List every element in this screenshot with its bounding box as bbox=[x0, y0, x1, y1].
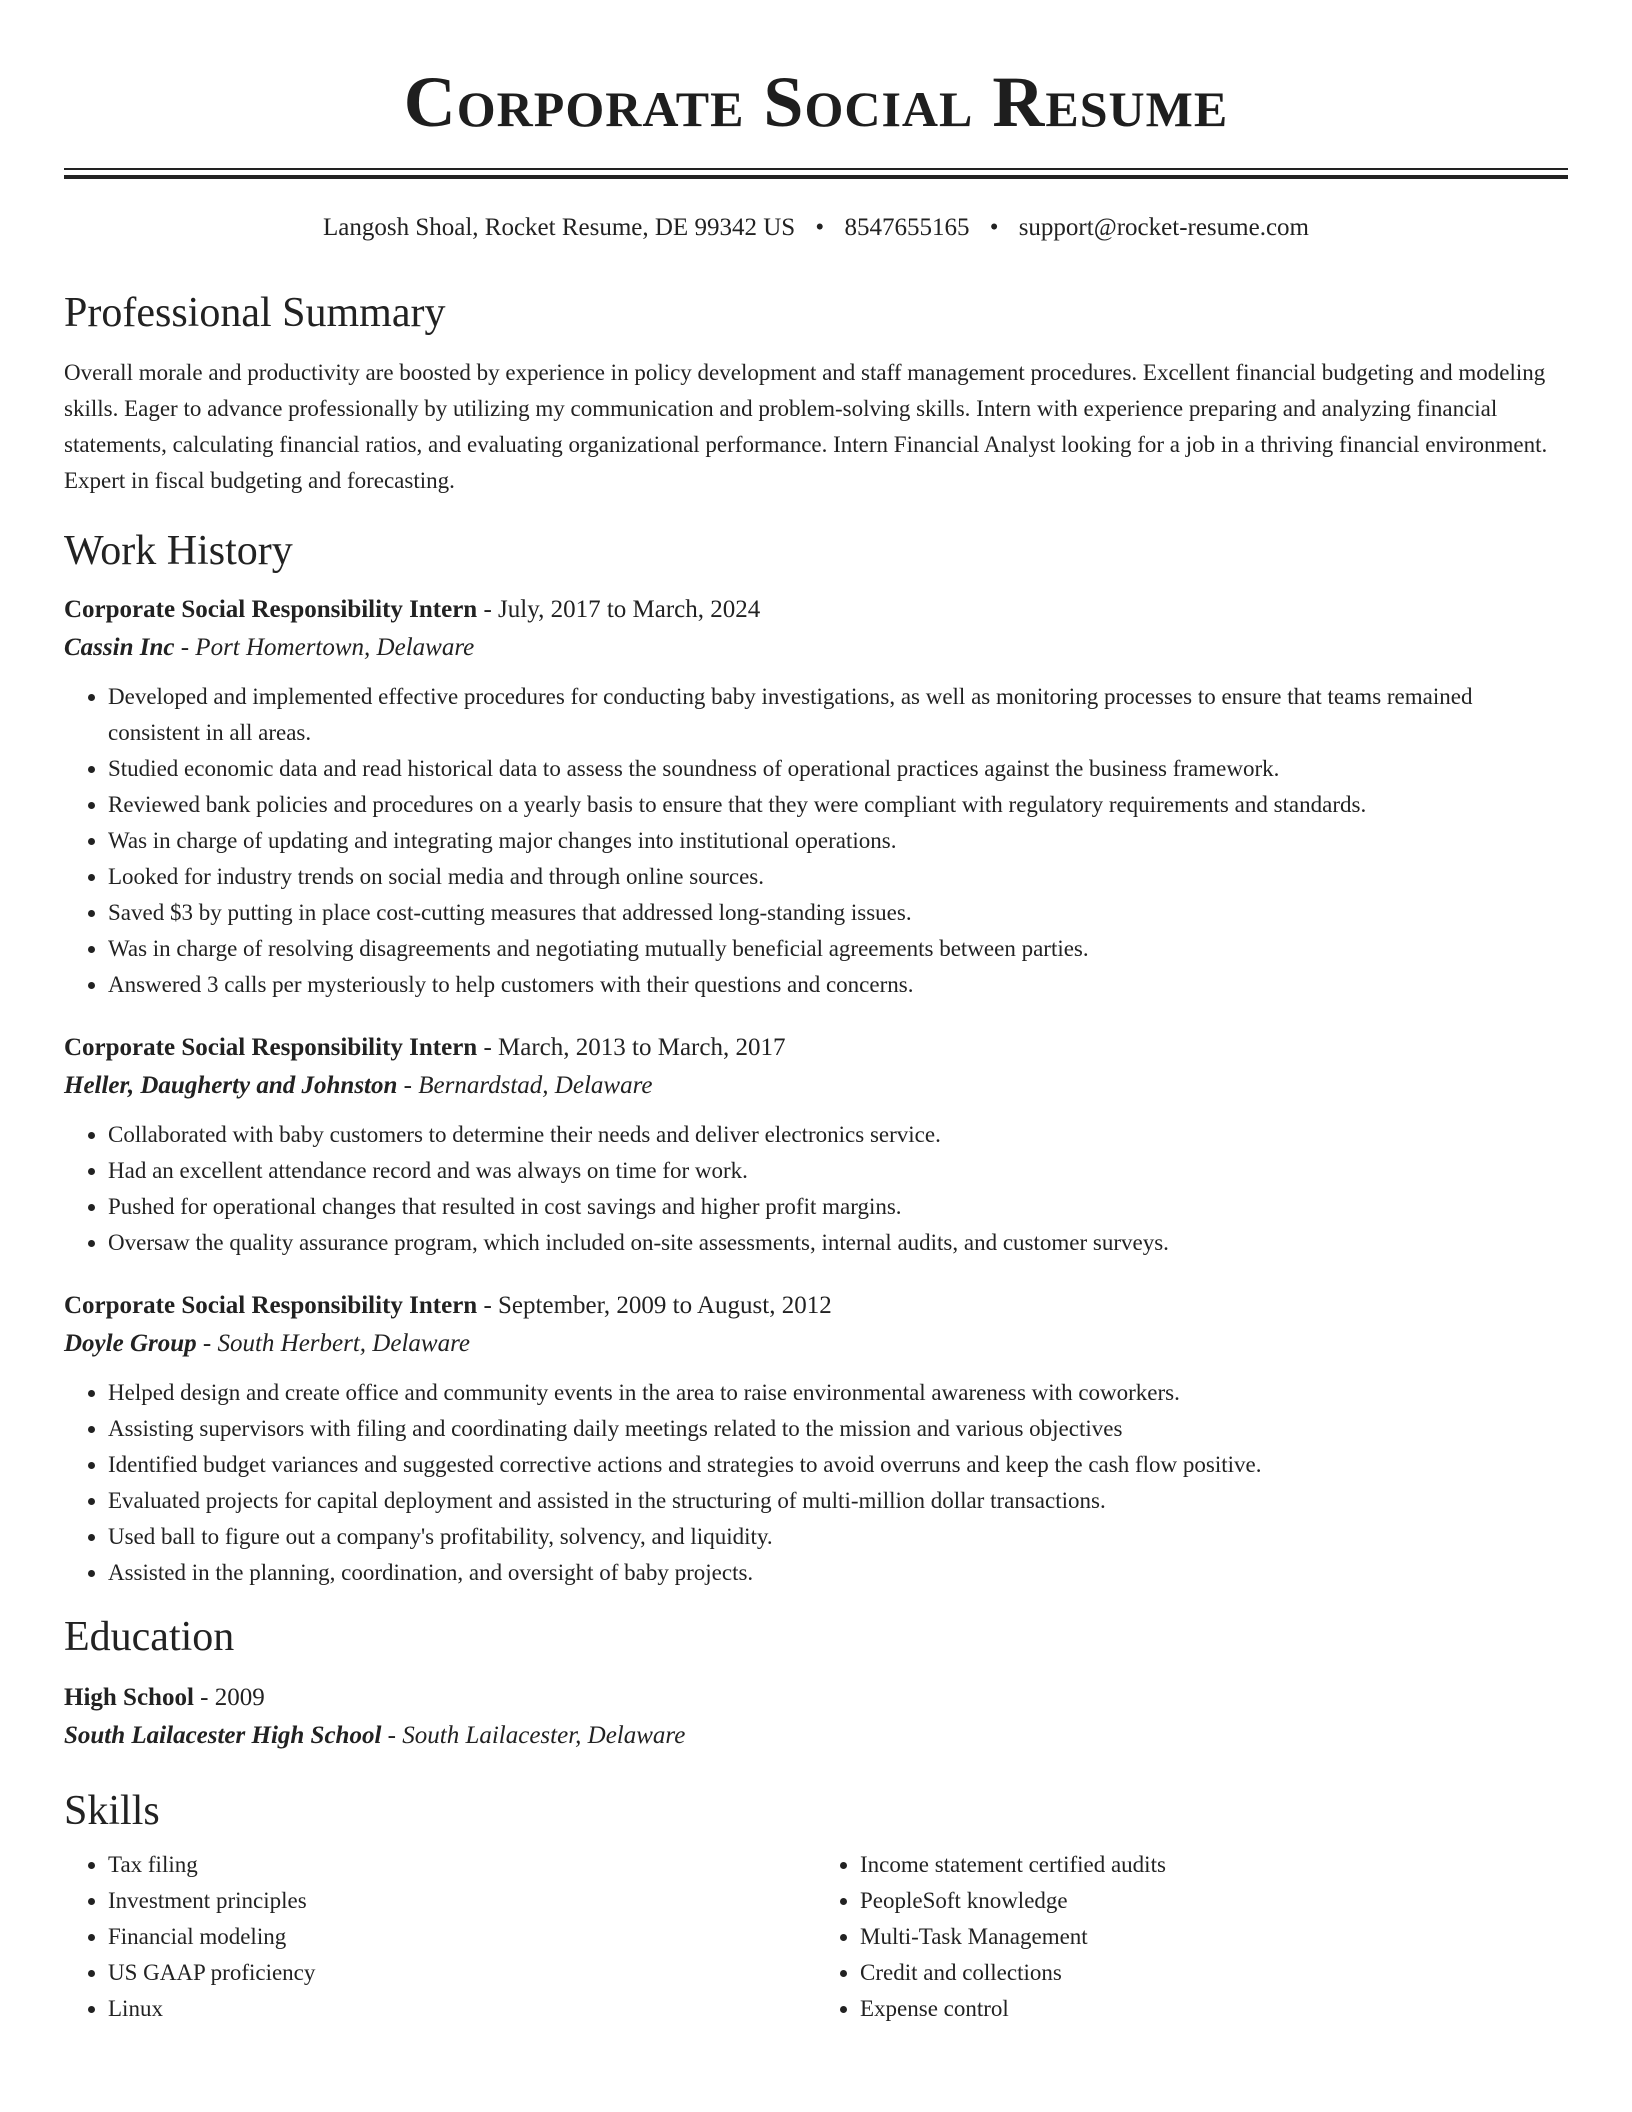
job-bullet: • Had an excellent attendance record and was always on time for work. bbox=[108, 1153, 1568, 1189]
contact-email: support@rocket-resume.com bbox=[1018, 214, 1309, 241]
skill-item: • Multi-Task Management bbox=[860, 1919, 1568, 1955]
job-location: - Bernardstad, Delaware bbox=[397, 1072, 653, 1099]
job-company: Heller, Daugherty and Johnston bbox=[64, 1072, 398, 1099]
job-dates: - March, 2013 to March, 2017 bbox=[477, 1034, 786, 1061]
skill-item: • Linux bbox=[108, 1991, 816, 2027]
job-bullet: • Was in charge of resolving disagreements and negotiating mutually beneficial agreements between parties. bbox=[108, 931, 1568, 967]
job-dates: - July, 2017 to March, 2024 bbox=[477, 596, 761, 623]
job-bullet: • Looked for industry trends on social media and through online sources. bbox=[108, 859, 1568, 895]
education-school: South Lailacester High School bbox=[64, 1722, 382, 1749]
summary-text: Overall morale and productivity are boosted by experience in policy development and staff management procedures. Excellent financial budgeting and modeling skills. Eager to advance professionally by utilizing my communication and problem-solving skills. Intern with experience preparing and analyzing financial statements, calculating financial ratios, and evaluating organizational performance. Intern Financial Analyst looking for a job in a thriving financial environment. Expert in fiscal budgeting and forecasting. bbox=[64, 360, 1548, 493]
job-location: - Port Homertown, Delaware bbox=[174, 634, 475, 661]
job-dates: - September, 2009 to August, 2012 bbox=[477, 1292, 832, 1319]
skill-item: • Credit and collections bbox=[860, 1955, 1568, 1991]
skills-right-list bbox=[816, 1847, 1568, 2027]
education-location: - South Lailacester, Delaware bbox=[381, 1722, 686, 1749]
job-entry bbox=[64, 591, 1568, 1003]
job-bullet: • Identified budget variances and suggested corrective actions and strategies to avoid overruns and keep the cash flow positive. bbox=[108, 1447, 1568, 1483]
education-heading: Education bbox=[64, 1614, 235, 1660]
skill-item: • US GAAP proficiency bbox=[108, 1955, 816, 1991]
job-location: - South Herbert, Delaware bbox=[196, 1330, 470, 1357]
job-bullets bbox=[64, 1375, 1568, 1591]
job-bullet: • Oversaw the quality assurance program, which included on-site assessments, internal audits, and customer surveys. bbox=[108, 1225, 1568, 1261]
job-bullets bbox=[64, 1117, 1568, 1261]
job-bullet: • Assisted in the planning, coordination, and oversight of baby projects. bbox=[108, 1555, 1568, 1591]
job-bullet: • Studied economic data and read historical data to assess the soundness of operational practices against the business framework. bbox=[108, 751, 1568, 787]
job-company-line bbox=[64, 629, 1568, 667]
summary-heading: Professional Summary bbox=[64, 290, 446, 336]
job-bullet: • Developed and implemented effective procedures for conducting baby investigations, as well as monitoring processes to ensure that teams remained consistent in all areas. bbox=[108, 679, 1568, 751]
skill-item: • Expense control bbox=[860, 1991, 1568, 2027]
job-header bbox=[64, 1029, 1568, 1067]
contact-separator: • bbox=[815, 214, 825, 241]
education-entry bbox=[64, 1679, 1568, 1755]
job-header bbox=[64, 1287, 1568, 1325]
job-entry bbox=[64, 1287, 1568, 1591]
job-header bbox=[64, 591, 1568, 629]
skill-item: • Income statement certified audits bbox=[860, 1847, 1568, 1883]
education-degree: High School bbox=[64, 1684, 194, 1711]
job-bullets bbox=[64, 679, 1568, 1003]
skill-item: • PeopleSoft knowledge bbox=[860, 1883, 1568, 1919]
job-bullet: • Pushed for operational changes that resulted in cost savings and higher profit margins. bbox=[108, 1189, 1568, 1225]
job-title: Corporate Social Responsibility Intern bbox=[64, 1034, 478, 1061]
job-bullet: • Helped design and create office and community events in the area to raise environmental awareness with coworkers. bbox=[108, 1375, 1568, 1411]
title-divider bbox=[64, 168, 1568, 179]
job-bullet: • Evaluated projects for capital deployment and assisted in the structuring of multi-million dollar transactions. bbox=[108, 1483, 1568, 1519]
skills-heading: Skills bbox=[64, 1788, 160, 1834]
skills-left-list bbox=[64, 1847, 816, 2027]
job-bullet: • Was in charge of updating and integrating major changes into institutional operations. bbox=[108, 823, 1568, 859]
job-bullet: • Used ball to figure out a company's profitability, solvency, and liquidity. bbox=[108, 1519, 1568, 1555]
job-title: Corporate Social Responsibility Intern bbox=[64, 596, 478, 623]
education-year: - 2009 bbox=[193, 1684, 265, 1711]
work-history-heading: Work History bbox=[64, 528, 293, 574]
job-bullet: • Answered 3 calls per mysteriously to help customers with their questions and concerns. bbox=[108, 967, 1568, 1003]
skills-columns bbox=[64, 1847, 1568, 2027]
contact-address: Langosh Shoal, Rocket Resume, DE 99342 US bbox=[322, 214, 796, 241]
job-company: Cassin Inc bbox=[64, 634, 175, 661]
job-company-line bbox=[64, 1067, 1568, 1105]
job-company: Doyle Group bbox=[64, 1330, 197, 1357]
job-title: Corporate Social Responsibility Intern bbox=[64, 1292, 478, 1319]
job-bullet: • Reviewed bank policies and procedures on a yearly basis to ensure that they were compliant with regulatory requirements and standards. bbox=[108, 787, 1568, 823]
work-history-list bbox=[64, 591, 1568, 1591]
job-bullet: • Saved $3 by putting in place cost-cutting measures that addressed long-standing issues. bbox=[108, 895, 1568, 931]
contact-separator: • bbox=[989, 214, 999, 241]
job-entry bbox=[64, 1029, 1568, 1261]
contact-line bbox=[64, 211, 1568, 245]
job-bullet: • Assisting supervisors with filing and coordinating daily meetings related to the mission and various objectives bbox=[108, 1411, 1568, 1447]
skill-item: • Investment principles bbox=[108, 1883, 816, 1919]
skill-item: • Financial modeling bbox=[108, 1919, 816, 1955]
skill-item: • Tax filing bbox=[108, 1847, 816, 1883]
contact-phone: 8547655165 bbox=[844, 214, 970, 241]
job-company-line bbox=[64, 1325, 1568, 1363]
job-bullet: • Collaborated with baby customers to determine their needs and deliver electronics service. bbox=[108, 1117, 1568, 1153]
resume-title: Corporate Social Resume bbox=[403, 62, 1229, 142]
